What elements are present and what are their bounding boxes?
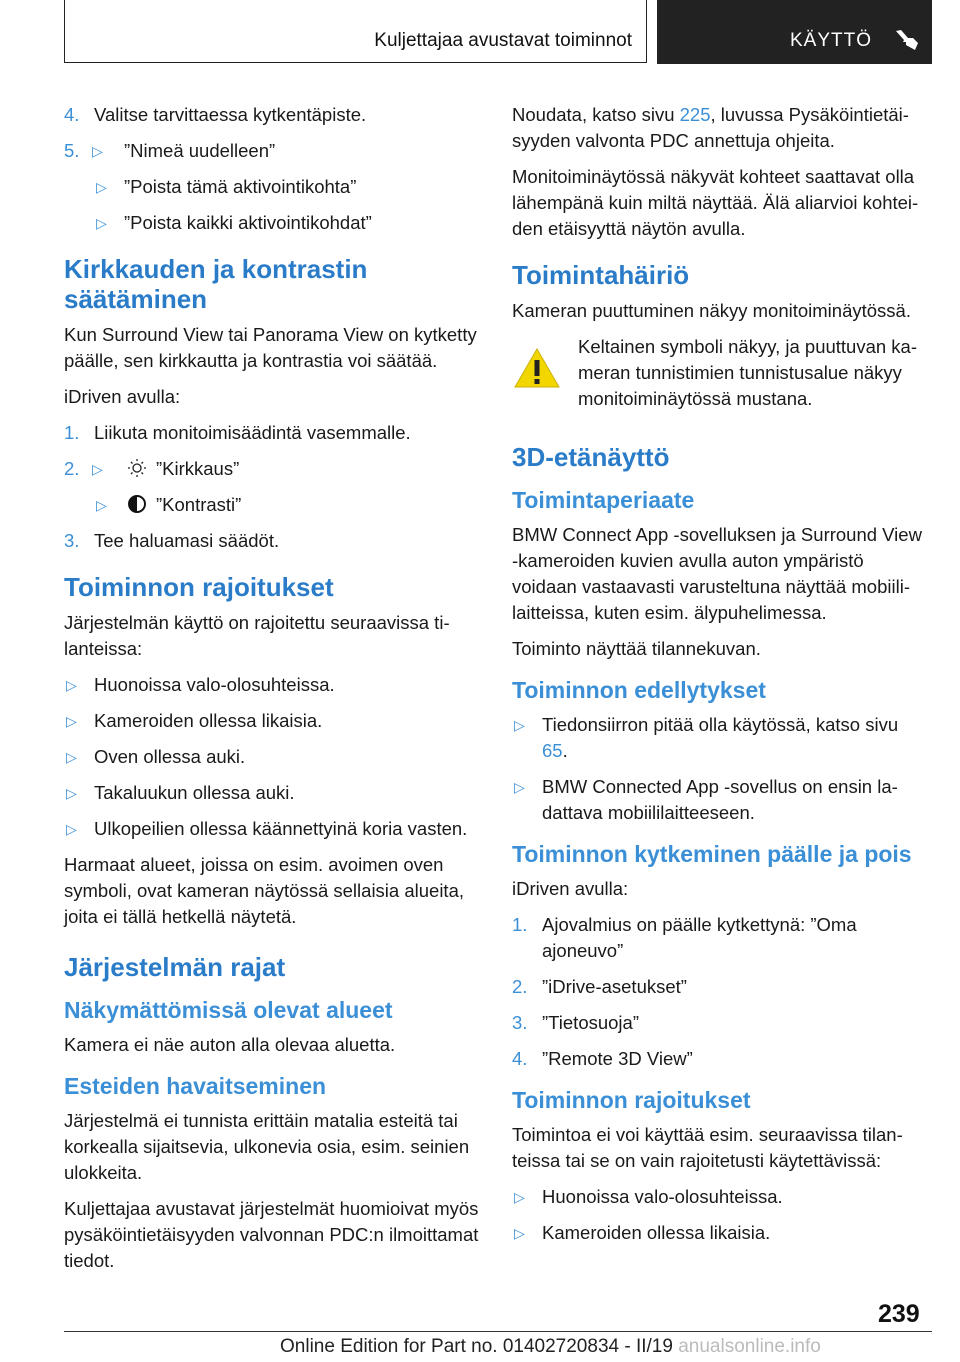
paragraph: Kamera ei näe auton alla olevaa aluetta. <box>64 1034 396 1055</box>
sub-item: ▷ ”Kontrasti” <box>96 494 242 515</box>
list-item: ▷ BMW Connected App -sovellus on ensin ladattava mobiililaitteeseen. <box>514 776 898 823</box>
contrast-icon <box>124 494 150 514</box>
list-item: ▷ Kameroiden ollessa likaisia. <box>66 710 323 731</box>
step-item: 3. Tee haluamasi säädöt. <box>64 530 280 551</box>
switch-heading: Toiminnon kytkeminen päälle ja pois <box>512 841 912 867</box>
principle-heading: Toimintaperiaate <box>512 487 695 513</box>
prereq-heading: Toiminnon edellytykset <box>512 677 766 703</box>
paragraph: Harmaat alueet, joissa on esim. avoimen oven symboli, ovat kameran näytössä sellaisia alueita, joita ei tällä hetkellä näytetä. <box>64 854 464 927</box>
paragraph: Kameran puuttuminen näkyy monitoiminäytössä. <box>512 300 911 321</box>
right-column <box>512 102 927 1256</box>
page-link[interactable]: 225 <box>679 104 711 125</box>
paragraph: iDriven avulla: <box>64 386 181 407</box>
paragraph: iDriven avulla: <box>512 878 629 899</box>
header-section-title: Kuljettajaa avustavat toiminnot <box>374 30 632 51</box>
footer-divider <box>64 1331 932 1332</box>
page-number: 239 <box>878 1300 920 1328</box>
obstacle-heading: Esteiden havaitseminen <box>64 1073 327 1099</box>
fault-heading: Toimintahäiriö <box>512 260 690 290</box>
paragraph: Kuljettajaa avustavat järjestelmät huomioivat myös pysäköintietäisyyden valvonnan PDC:n ilmoittamat tiedot. <box>64 1198 479 1271</box>
paragraph: Toiminto näyttää tilannekuvan. <box>512 638 761 659</box>
step-item: 2. ▷ ”Kirkkaus” <box>64 458 240 479</box>
left-column <box>64 102 479 1284</box>
list-item: ▷ Kameroiden ollessa likaisia. <box>514 1222 771 1243</box>
brightness-icon <box>124 458 150 478</box>
footer-watermark: anualsonline.info <box>678 1336 821 1357</box>
step-item: 3. ”Tietosuoja” <box>512 1012 639 1033</box>
pointing-hand-icon <box>893 27 919 53</box>
list-item: ▷ Huonoissa valo-olosuhteissa. <box>514 1186 783 1207</box>
step-item: 5. ▷ ”Nimeä uudelleen” <box>64 140 276 161</box>
sub-item: ▷ ”Poista tämä aktivointikohta” <box>96 176 357 197</box>
warning-triangle-icon <box>512 346 562 390</box>
limits-heading: Toiminnon rajoitukset <box>64 572 334 602</box>
footer-edition: Online Edition for Part no. 01402720834 - II/19 anualsonline.info <box>280 1336 821 1357</box>
paragraph: Järjestelmä ei tunnista erittäin matalia esteitä tai korkealla sijaitsevia, ulkonevia osia, esim. seinien ulokkeita. <box>64 1110 470 1183</box>
step-item: 4. Valitse tarvittaessa kytkentäpiste. <box>64 104 367 125</box>
list-item: ▷ Ulkopeilien ollessa käännettyinä koria vasten. <box>66 818 468 839</box>
paragraph: Monitoiminäytössä näkyvät kohteet saattavat olla lähempänä kuin miltä näyttää. Älä aliarvioi kohteiden etäisyyttä näytön avulla. <box>512 166 919 239</box>
brightness-heading: Kirkkauden ja kontrastin säätäminen <box>64 254 368 314</box>
list-item: ▷ Tiedonsiirron pitää olla käytössä, katso sivu 65. <box>514 714 899 761</box>
list-item: ▷ Oven ollessa auki. <box>66 746 246 767</box>
step-item: 1. Liikuta monitoimisäädintä vasemmalle. <box>64 422 411 443</box>
page-link[interactable]: 65 <box>542 740 563 761</box>
invisible-areas-heading: Näkymättömissä olevat alueet <box>64 997 393 1023</box>
step-item: 4. ”Remote 3D View” <box>512 1048 693 1069</box>
limits-heading-right: Toiminnon rajoitukset <box>512 1087 751 1113</box>
list-item: ▷ Takaluukun ollessa auki. <box>66 782 295 803</box>
paragraph: Järjestelmän käyttö on rajoitettu seuraavissa tilanteissa: <box>64 612 450 659</box>
step-item: 2. ”iDrive-asetukset” <box>512 976 687 997</box>
header-tab-label: KÄYTTÖ <box>790 30 873 51</box>
view3d-heading: 3D-etänäyttö <box>512 442 670 472</box>
step-item: 1. Ajovalmius on päälle kytkettynä: ”Oma ajoneuvo” <box>512 914 857 961</box>
paragraph: BMW Connect App -sovelluksen ja Surround View -kameroiden kuvien avulla auton ympäristö voidaan vastaavasti varusteltuna näyttää mobiililaitteissa, kuten esim. älypuhelimessa. <box>512 524 922 623</box>
paragraph: Kun Surround View tai Panorama View on kytketty päälle, sen kirkkautta ja kontrastia voi säätää. <box>64 324 477 371</box>
list-item: ▷ Huonoissa valo-olosuhteissa. <box>66 674 335 695</box>
bounds-heading: Järjestelmän rajat <box>64 952 286 982</box>
paragraph: Noudata, katso sivu 225, luvussa Pysäköintietäisyyden valvonta PDC annettuja ohjeita. <box>512 104 909 151</box>
paragraph: Toimintoa ei voi käyttää esim. seuraavissa tilanteissa tai se on vain rajoitetusti käytettävissä: <box>512 1124 903 1171</box>
warning-note: Keltainen symboli näkyy, ja puuttuvan kameran tunnistimien tunnistusalue näkyy monitoiminäytössä mustana. <box>512 334 927 412</box>
header-title-box <box>64 0 647 63</box>
sub-item: ▷ ”Poista kaikki aktivointikohdat” <box>96 212 372 233</box>
